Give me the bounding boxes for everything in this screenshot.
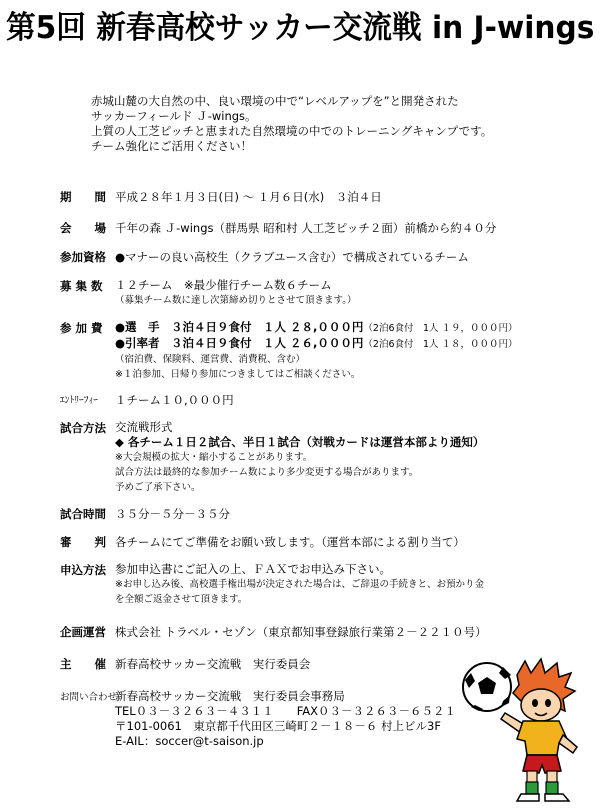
venue-label: 会 場: [60, 221, 106, 235]
format-note: 予めご了承下さい。: [115, 482, 201, 493]
contact-label: お問い合わせ: [60, 692, 118, 703]
format-label: 試合方法: [60, 421, 106, 435]
intro-line: 赤城山麓の大自然の中、良い環境の中で“レベルアップを”と開発された: [91, 94, 459, 108]
soccer-ball-icon: [463, 663, 511, 711]
host-label: 主 催: [60, 657, 106, 671]
time-label: 試合時間: [60, 507, 106, 521]
format-line: ◆ 各チーム１日２試合、半日１試合（対戦カードは運営本部より通知）: [115, 435, 485, 449]
recruit-note: （募集チーム数に達し次第締め切りとさせて頂きます。）: [115, 295, 357, 306]
intro-line: 上質の人工芝ピッチと恵まれた自然環境の中でのトレーニングキャンプです。: [91, 124, 493, 138]
eligibility-label: 参加資格: [60, 250, 106, 264]
apply-line: 参加申込書にご記入の上、ＦＡＸでお申込み下さい。: [115, 562, 391, 576]
time-value: ３５分－５分－３５分: [115, 507, 230, 521]
soccer-mascot-illustration: [455, 655, 590, 805]
fee-player-alt: （2泊6食付 1人 １９，０００円）: [363, 323, 518, 334]
referee-label: 審 判: [60, 535, 106, 549]
host-value: 新春高校サッカー交流戦 実行委員会: [115, 657, 311, 671]
operator-value: 株式会社 トラベル・セゾン（東京都知事登録旅行業第２－２２１０号）: [115, 625, 487, 639]
apply-note: ※お申し込み後、高校選手権出場が決定された場合は、ご辞退の手続きと、お預かり金: [115, 579, 484, 590]
recruit-label: 募 集 数: [60, 279, 103, 293]
entry-value: １チーム１０,０００円: [115, 393, 234, 407]
operator-label: 企画運営: [60, 625, 106, 639]
format-note: 試合方法は最終的な参加チーム数により多少変更する場合があります。: [115, 467, 419, 478]
venue-value: 千年の森 Ｊ-wings（群馬県 昭和村 人工芝ピッチ２面）前橋から約４０分: [115, 221, 497, 235]
eligibility-value: ●マナーの良い高校生（クラブユース含む）で構成されているチーム: [115, 250, 469, 264]
referee-value: 各チームにてご準備をお願い致します。（運営本部による割り当て）: [115, 535, 465, 549]
format-line: 交流戦形式: [115, 420, 173, 434]
contact-line: 〒101-0061 東京都千代田区三崎町２－１８－６ 村上ビル3F: [115, 719, 441, 733]
contact-email: E-AIL：soccer@t-saison.jp: [115, 734, 264, 748]
page-title: 第5回 新春高校サッカー交流戦 in J-wings: [6, 10, 595, 46]
period-label: 期 間: [60, 190, 106, 204]
contact-line: 新春高校サッカー交流戦 実行委員会事務局: [115, 689, 345, 703]
apply-note: を全額ご返金させて頂きます。: [115, 594, 248, 605]
fee-note: （宿泊費、保険料、運営費、消費税、含む）: [115, 354, 306, 365]
fee-player: ●選 手 ３泊４日９食付 １人 ２８,０００円: [115, 320, 364, 334]
intro-line: サッカーフィールド Ｊ-wings。: [91, 109, 257, 123]
fee-leader: ●引率者 ３泊４日９食付 １人 ２６,０００円: [115, 336, 364, 350]
fee-leader-alt: （2泊6食付 1人 １８，０００円）: [363, 339, 518, 350]
fee-label: 参 加 費: [60, 321, 103, 335]
fee-note: ※１泊参加、日帰り参加につきましてはご相談ください。: [115, 369, 361, 380]
apply-label: 申込方法: [60, 563, 106, 577]
intro-line: チーム強化にご活用ください！: [91, 139, 252, 153]
period-value: 平成２８年１月３日(日) ～ １月６日(水) ３泊４日: [115, 190, 382, 204]
recruit-value: １２チーム ※最少催行チーム数６チーム: [115, 278, 332, 292]
intro-text: [91, 94, 492, 154]
format-note: ※大会規模の拡大・縮小することがあります。: [115, 452, 313, 463]
contact-line: TEL０３－３２６３－４３１１ FAX０３－３２６３－６５２１: [115, 704, 456, 718]
entry-label: ｴﾝﾄﾘｰﾌｨｰ: [60, 395, 99, 406]
